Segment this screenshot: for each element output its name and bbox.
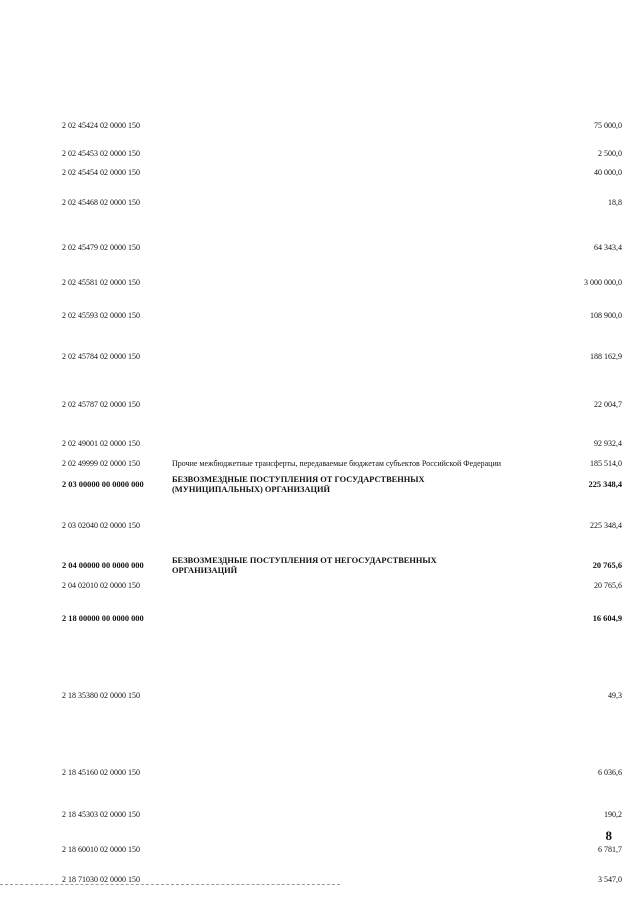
row-code: 2 02 45593 02 0000 150	[62, 311, 140, 321]
row-name	[172, 865, 502, 895]
table-row	[62, 453, 622, 474]
table-row	[62, 182, 622, 224]
row-name	[172, 434, 502, 453]
row-code: 2 18 45303 02 0000 150	[62, 810, 140, 820]
row-amount: 108 900,0	[590, 311, 622, 321]
row-amount: 6 036,6	[598, 768, 622, 778]
table-row	[62, 496, 622, 555]
row-code: 2 02 49999 02 0000 150	[62, 458, 140, 468]
row-amount: 190,2	[604, 810, 622, 820]
row-code: 2 02 45787 02 0000 150	[62, 400, 140, 410]
table-row	[62, 145, 622, 163]
row-amount: 185 514,0	[590, 458, 622, 468]
row-amount: 6 781,7	[598, 845, 622, 855]
row-amount: 225 348,4	[590, 520, 622, 530]
table-row	[62, 163, 622, 182]
row-code: 2 03 02040 02 0000 150	[62, 520, 140, 530]
row-name	[172, 496, 502, 555]
table-row	[62, 107, 622, 145]
row-code: 2 18 60010 02 0000 150	[62, 845, 140, 855]
table-row	[62, 474, 622, 496]
row-name	[172, 182, 502, 224]
row-code: 2 18 00000 00 0000 000	[62, 613, 144, 623]
revenue-table-body	[62, 38, 622, 895]
row-amount: 22 004,7	[594, 400, 622, 410]
table-row	[62, 376, 622, 434]
table-row	[62, 835, 622, 865]
revenue-table	[62, 38, 622, 895]
row-name	[172, 272, 502, 294]
row-name	[172, 38, 502, 107]
row-amount: 18,8	[608, 198, 622, 208]
row-name	[172, 294, 502, 338]
table-row	[62, 865, 622, 895]
row-name	[172, 145, 502, 163]
row-code: 2 18 45160 02 0000 150	[62, 768, 140, 778]
row-code: 2 02 45581 02 0000 150	[62, 278, 140, 288]
row-code: 2 04 02010 02 0000 150	[62, 581, 140, 591]
table-row	[62, 751, 622, 795]
row-code: 2 02 45453 02 0000 150	[62, 149, 140, 159]
row-code: 2 03 00000 00 0000 000	[62, 480, 144, 490]
row-name: БЕЗВОЗМЕЗДНЫЕ ПОСТУПЛЕНИЯ ОТ ГОСУДАРСТВЕННЫХ (МУНИЦИПАЛЬНЫХ) ОРГАНИЗАЦИЙ	[172, 475, 425, 494]
table-row	[62, 294, 622, 338]
row-amount: 92 932,4	[594, 438, 622, 448]
row-name	[172, 576, 502, 596]
row-code: 2 18 35380 02 0000 150	[62, 691, 140, 701]
row-code: 2 18 71030 02 0000 150	[62, 875, 140, 885]
row-amount: 188 162,9	[590, 352, 622, 362]
table-row	[62, 576, 622, 596]
table-row	[62, 224, 622, 272]
row-code	[62, 38, 172, 107]
row-amount: 225 348,4	[588, 480, 622, 490]
row-name	[172, 163, 502, 182]
row-name	[172, 835, 502, 865]
table-row	[62, 596, 622, 641]
table-row	[62, 555, 622, 576]
table-row	[62, 272, 622, 294]
scan-edge-line	[0, 884, 340, 885]
row-code: 2 04 00000 00 0000 000	[62, 560, 144, 570]
row-name	[172, 795, 502, 835]
row-name	[172, 224, 502, 272]
row-amount: 75 000,0	[594, 121, 622, 131]
row-code: 2 02 49001 02 0000 150	[62, 438, 140, 448]
row-code: 2 02 45479 02 0000 150	[62, 243, 140, 253]
row-name	[172, 338, 502, 376]
row-code: 2 02 45784 02 0000 150	[62, 352, 140, 362]
row-amount: 3 000 000,0	[584, 278, 622, 288]
table-row	[62, 38, 622, 107]
row-amount: 20 765,6	[594, 581, 622, 591]
row-name	[172, 751, 502, 795]
row-code: 2 02 45468 02 0000 150	[62, 198, 140, 208]
row-name	[172, 641, 502, 751]
row-name	[172, 376, 502, 434]
row-name	[172, 107, 502, 145]
row-amount	[502, 38, 622, 107]
row-code: 2 02 45424 02 0000 150	[62, 121, 140, 131]
table-row	[62, 641, 622, 751]
row-amount: 40 000,0	[594, 167, 622, 177]
row-amount: 16 604,9	[592, 613, 622, 623]
table-row	[62, 795, 622, 835]
row-amount: 3 547,0	[598, 875, 622, 885]
row-name: Прочие межбюджетные трансферты, передаваемые бюджетам субъектов Российской Федерации	[172, 458, 502, 468]
table-row	[62, 434, 622, 453]
row-amount: 49,3	[608, 691, 622, 701]
row-amount: 2 500,0	[598, 149, 622, 159]
table-row	[62, 338, 622, 376]
row-name: БЕЗВОЗМЕЗДНЫЕ ПОСТУПЛЕНИЯ ОТ НЕГОСУДАРСТВЕННЫХ ОРГАНИЗАЦИЙ	[172, 555, 437, 575]
row-name	[172, 596, 502, 641]
row-code: 2 02 45454 02 0000 150	[62, 167, 140, 177]
page-number: 8	[605, 828, 612, 843]
row-amount: 64 343,4	[594, 243, 622, 253]
row-amount: 20 765,6	[592, 560, 622, 570]
